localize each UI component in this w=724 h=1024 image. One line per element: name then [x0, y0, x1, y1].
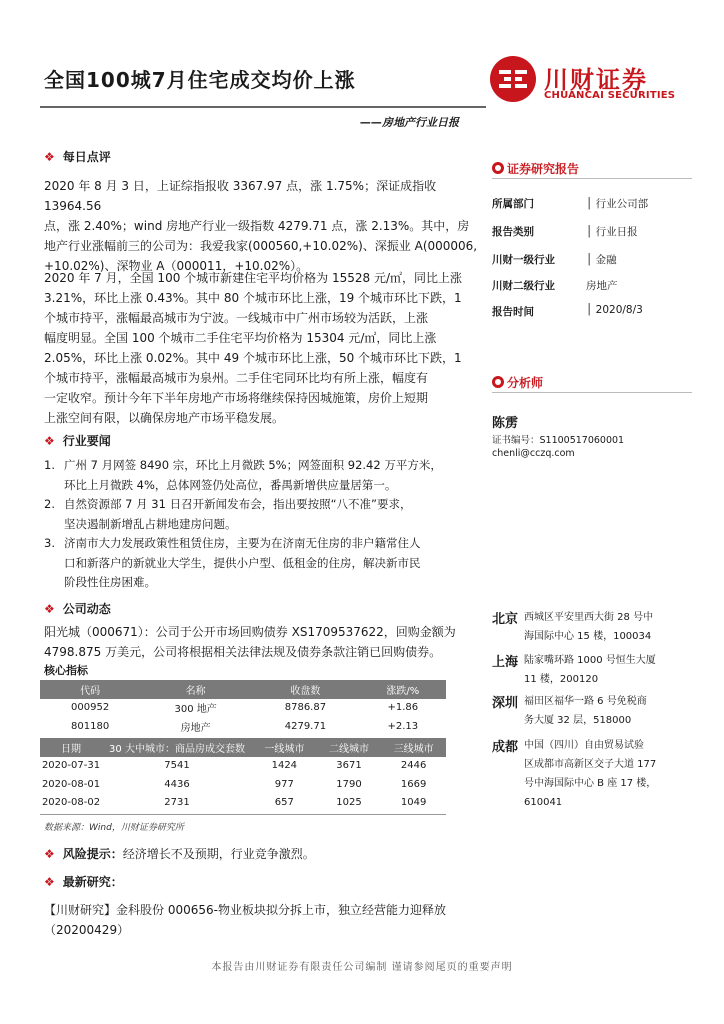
analyst-icon: [492, 376, 504, 388]
latest-research-link[interactable]: 【川财研究】金科股份 000656-物业板块拟分拆上市，独立经营能力迎释放 （20200429）: [44, 903, 446, 937]
diamond-bullet-icon: ❖: [44, 602, 55, 616]
meta-row-industry-2: 川财二级行业 房地产: [492, 280, 618, 292]
news-item-3: 3. 济南市大力发展政策性租赁住房，主要为在济南无住房的非户籍常住人 口和新落户的新就业大学生，提供小户型、低租金的住房，解决新市民 阶段性住房困难。: [44, 536, 421, 589]
table-bottom-rule: [40, 814, 446, 815]
table-row: 2020-07-31 7541 1424 3671 2446: [41, 760, 427, 772]
diamond-bullet-icon: ❖: [44, 875, 55, 889]
section-latest-research: ❖ 最新研究：: [44, 875, 123, 889]
company-news-paragraph: 阳光城（000671）：公司于公开市场回购债券 XS1709537622，回购金额为 4798.875 万美元，公司将根据相关法律法规及债券条款注销已回购债券。: [44, 625, 456, 659]
report-title: 全国100城7月住宅成交均价上涨: [44, 68, 356, 92]
meta-row-date: 报告时间 │ 2020/8/3: [492, 304, 643, 318]
report-info-heading: 证券研究报告: [492, 160, 579, 177]
meta-row-department: 所属部门 │ 行业公司部: [492, 198, 649, 210]
diamond-bullet-icon: ❖: [44, 434, 55, 448]
table-header-row: 代码 名称 收盘数 涨跌/%: [40, 680, 446, 699]
daily-review-paragraph-2: 2020 年 7 月，全国 100 个城市新建住宅平均价格为 15528 元/㎡，同比上涨 3.21%，环比上涨 0.43%。其中 80 个城市环比上涨，19 个城市环比下跌，1 个城市持平，涨幅最高城市为宁波。一线城市中广州市场较为活跃，上涨 幅度明显。全国 100 个城市二手住宅平均价格为 15304 元/㎡，同比上涨 2.05%，环比上涨 0.02%。其中 49 个城市环比上涨，50 个城市环比下跌，1 个城市持平，涨幅最高城市为泉州。二手住宅同环比均有所上涨，幅度有 一定收窄。预计今年下半年房地产市场将继续保持因城施策，房价上短期 上涨空间有限，以确保房地产市场平稳发展。: [44, 271, 462, 425]
data-source-note: 数据来源：Wind，川财证券研究所: [44, 823, 184, 833]
section-company-news: ❖ 公司动态: [44, 602, 111, 616]
right-divider: [492, 392, 692, 393]
news-item-1: 1. 广州 7 月网签 8490 宗，环比上月微跌 5%；网签面积 92.42 万平方米， 环比上月微跌 4%，总体网签仍处高位，番禺新增供应量居第一。: [44, 458, 442, 492]
analyst-cert: 证书编号：S1100517060001: [492, 435, 625, 446]
analyst-email[interactable]: chenli@cczq.com: [492, 448, 575, 459]
meta-row-industry-1: 川财一级行业 │ 金融: [492, 254, 617, 266]
company-logo: [490, 56, 690, 106]
right-divider: [492, 178, 692, 179]
office-chengdu: 成都 中国（四川）自由贸易试验 区成都市高新区交子大道 177 号中海国际中心 B 座 17 楼， 610041: [492, 740, 657, 808]
news-item-2: 2. 自然资源部 7 月 31 日召开新闻发布会，指出要按照“八不准”要求， 坚决遏制新增乱占耕地建房问题。: [44, 497, 412, 531]
risk-warning: ❖ 风险提示：经济增长不及预期，行业竞争激烈。: [44, 847, 315, 861]
section-daily-review: ❖ 每日点评: [44, 150, 111, 164]
table-row: 2020-08-02 2731 657 1025 1049: [41, 797, 427, 809]
index-table: [40, 680, 446, 736]
meta-row-category: 报告类别 │ 行业日报: [492, 226, 638, 238]
transactions-table: [40, 738, 446, 812]
table-header-row: 日期 30 大中城市：商品房成交套数 一线城市 二线城市 三线城市: [40, 738, 446, 757]
analyst-name: 陈雳: [492, 416, 519, 431]
logo-text-en: CHUANCAI SECURITIES: [544, 90, 676, 101]
office-shanghai: 上海 陆家嘴环路 1000 号恒生大厦 11 楼，200120: [492, 655, 656, 685]
table-row: 000952 300 地产 8786.87 +1.86: [71, 702, 419, 716]
office-shenzhen: 深圳 福田区福华一路 6 号免税商 务大厦 32 层，518000: [492, 696, 647, 726]
office-beijing: 北京 西城区平安里西大街 28 号中 海国际中心 15 楼，100034: [492, 612, 654, 642]
table-row: 801180 房地产 4279.71 +2.13: [71, 720, 419, 734]
diamond-bullet-icon: ❖: [44, 847, 55, 861]
section-industry-news: ❖ 行业要闻: [44, 434, 111, 448]
report-icon: [492, 162, 504, 174]
page-footer: 本报告由川财证券有限责任公司编制 谨请参阅尾页的重要声明: [211, 962, 513, 973]
report-subtitle: ——房地产行业日报: [360, 116, 459, 129]
daily-review-paragraph-1: 2020 年 8 月 3 日，上证综指报收 3367.97 点，涨 1.75%；深证成指收 13964.56 点，涨 2.40%；wind 房地产行业一级指数 4279.71 点，涨 2.13%。其中，房 地产行业涨幅前三的公司为：我爱我家(000560,+10.02%)、深振业 A(000006, +10.02%)、深物业 A（000011，+10.02%）。: [44, 179, 478, 273]
logo-mark-icon: [490, 56, 536, 102]
core-indicators-heading: 核心指标: [44, 664, 88, 677]
header-divider: [40, 106, 486, 108]
diamond-bullet-icon: ❖: [44, 150, 55, 164]
analyst-heading: 分析师: [492, 374, 543, 391]
logo-text-cn: 川财证券: [544, 66, 648, 94]
table-row: 2020-08-01 4436 977 1790 1669: [41, 778, 427, 790]
